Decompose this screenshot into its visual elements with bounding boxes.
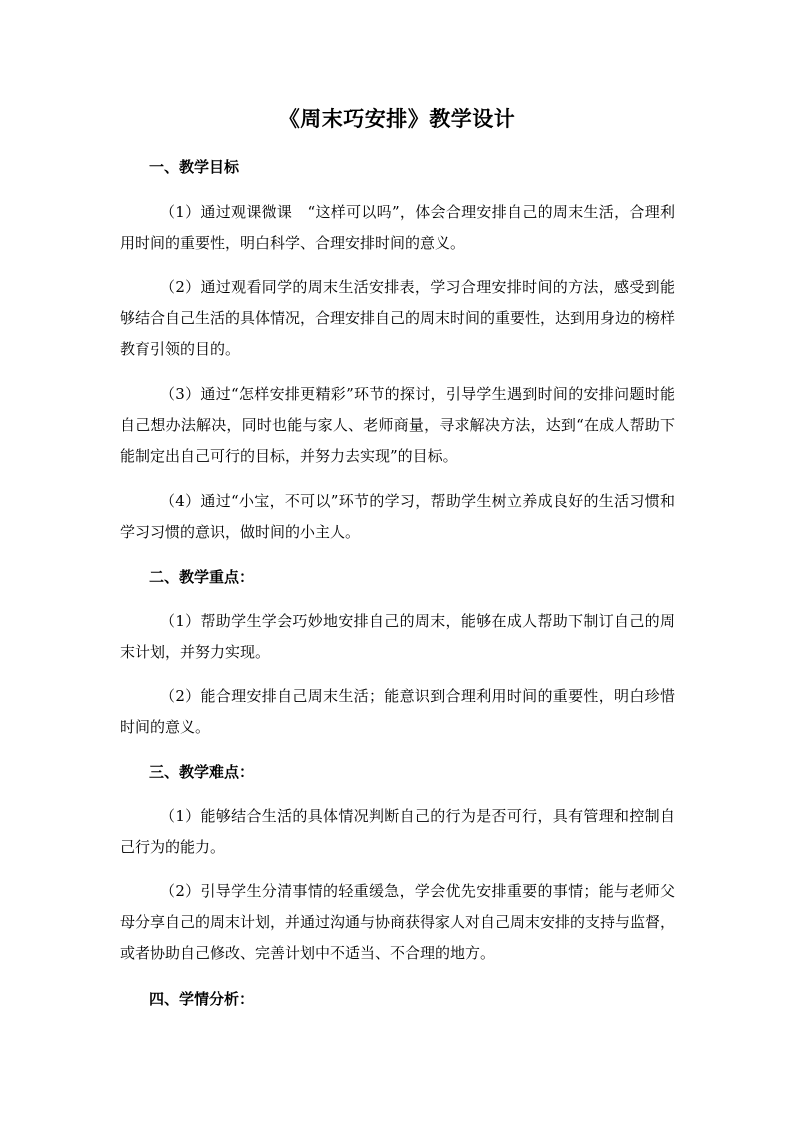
section-heading-key-points: 二、教学重点： bbox=[149, 568, 255, 586]
objective-paragraph-3: （3）通过“怎样安排更精彩”环节的探讨，引导学生遇到时间的安排问题时能自己想办法解决，同时也能与家人、老师商量，寻求解决方法，达到“在成人帮助下能制定出自己可行的目标，并努力去实现”的目标。 bbox=[120, 385, 675, 465]
objective-paragraph-4: （4）通过“小宝，不可以”环节的学习，帮助学生树立养成良好的生活习惯和学习习惯的意识，做时间的小主人。 bbox=[120, 492, 675, 541]
section-heading-learner-analysis: 四、学情分析： bbox=[149, 990, 255, 1008]
section-heading-difficulties: 三、教学难点： bbox=[149, 763, 255, 781]
section-heading-teaching-objectives: 一、教学目标 bbox=[149, 158, 240, 176]
key-point-paragraph-1: （1）帮助学生学会巧妙地安排自己的周末，能够在成人帮助下制订自己的周末计划，并努力实现。 bbox=[120, 612, 675, 661]
objective-paragraph-2: （2）通过观看同学的周末生活安排表，学习合理安排时间的方法，感受到能够结合自己生活的具体情况，合理安排自己的周末时间的重要性，达到用身边的榜样教育引领的目的。 bbox=[120, 278, 676, 358]
document-title: 《周末巧安排》教学设计 bbox=[278, 107, 516, 131]
objective-paragraph-1: （1）通过观课微课 “这样可以吗”，体会合理安排自己的周末生活，合理利用时间的重要性，明白科学、合理安排时间的意义。 bbox=[120, 203, 675, 252]
difficulty-paragraph-2: （2）引导学生分清事情的轻重缓急，学会优先安排重要的事情；能与老师父母分享自己的周末计划，并通过沟通与协商获得家人对自己周末安排的支持与监督，或者协助自己修改、完善计划中不适当、不合理的地方。 bbox=[120, 882, 676, 962]
key-point-paragraph-2: （2）能合理安排自己周末生活；能意识到合理利用时间的重要性，明白珍惜时间的意义。 bbox=[120, 687, 675, 736]
difficulty-paragraph-1: （1）能够结合生活的具体情况判断自己的行为是否可行，具有管理和控制自己行为的能力。 bbox=[120, 807, 675, 856]
